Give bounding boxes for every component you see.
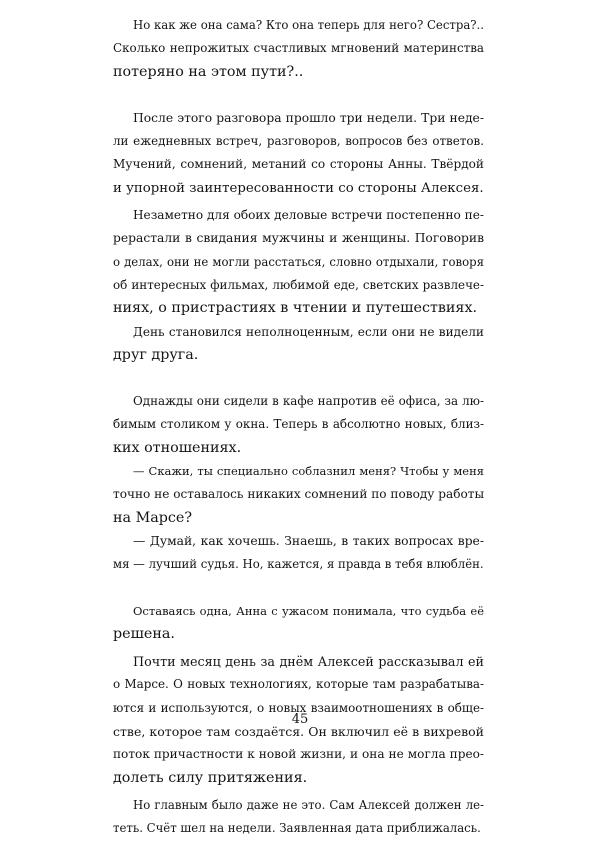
text-line: потеряно на этом пути?.. <box>113 63 304 80</box>
dialogue-paragraph <box>113 460 484 530</box>
text-line: Незаметно для обоих деловые встречи постепенно пе- <box>133 208 484 223</box>
text-line: об интересных фильмах, любимой еде, светских развлече- <box>113 277 484 292</box>
text-line: Но главным было даже не это. Сам Алексей должен ле- <box>133 797 484 812</box>
text-line: Однажды они сидели в кафе напротив её офиса, за лю- <box>133 394 484 409</box>
text-line: точно не оставалось никаких сомнений по поводу работы <box>113 487 485 502</box>
paragraph <box>113 321 484 368</box>
text-line: мя — лучший судья. Но, кажется, я правда в тебя влюблён. <box>113 557 484 572</box>
dialogue-paragraph <box>113 530 484 577</box>
text-line: рерастали в свидания мужчины и женщины. Поговорив <box>113 231 484 246</box>
text-line: поток причастности к новой жизни, и она не могла прео- <box>113 747 484 762</box>
text-line: на Марсе? <box>113 509 193 526</box>
text-line: — Думай, как хочешь. Знаешь, в таких вопросах вре- <box>133 533 484 548</box>
text-line: долеть силу притяжения. <box>113 769 308 786</box>
paragraph <box>113 204 484 320</box>
text-line: о Марсе. О новых технологиях, которые там разрабатыва- <box>113 677 484 692</box>
paragraph <box>113 600 484 647</box>
text-line: После этого разговора прошло три недели. Три неде- <box>133 110 484 125</box>
text-line: ли ежедневных встреч, разговоров, вопросов без ответов. <box>113 134 484 149</box>
text-line: ются и используются, о новых взаимоотношениях в обще- <box>113 700 484 715</box>
paragraph <box>113 390 484 460</box>
text-line: решена. <box>113 625 175 642</box>
text-line: Мучений, сомнений, метаний со стороны Анны. Твёрдой <box>113 157 484 172</box>
text-line: Сколько непрожитых счастливых мгновений материнства <box>113 41 484 56</box>
text-line: и упорной заинтересованности со стороны Алексея. <box>113 180 484 196</box>
paragraph <box>113 14 484 84</box>
text-line: День становился неполноценным, если они не видели <box>133 324 484 339</box>
text-line: Оставаясь одна, Анна с ужасом понимала, что судьба её <box>133 603 484 618</box>
paragraph <box>113 107 484 200</box>
text-line: друг друга. <box>113 346 199 363</box>
text-line: теть. Счёт шел на недели. Заявленная дата приближалась. <box>113 821 481 836</box>
text-line: ких отношениях. <box>113 439 242 456</box>
text-line: о делах, они не могли расстаться, словно отдыхали, говоря <box>113 254 484 269</box>
text-line: Почти месяц день за днём Алексей рассказывал ей <box>133 654 484 670</box>
paragraph <box>113 794 484 841</box>
page-number: 45 <box>291 712 309 727</box>
text-line: бимым столиком у окна. Теперь в абсолютно новых, близ- <box>113 417 484 432</box>
text-line: — Скажи, ты специально соблазнил меня? Чтобы у меня <box>133 464 484 479</box>
text-line: Но как же она сама? Кто она теперь для него? Сестра?.. <box>133 18 484 32</box>
text-line: ниях, о пристрастиях в чтении и путешествиях. <box>113 300 478 317</box>
text-line: стве, которое там создаётся. Он включил её в вихревой <box>113 724 484 740</box>
